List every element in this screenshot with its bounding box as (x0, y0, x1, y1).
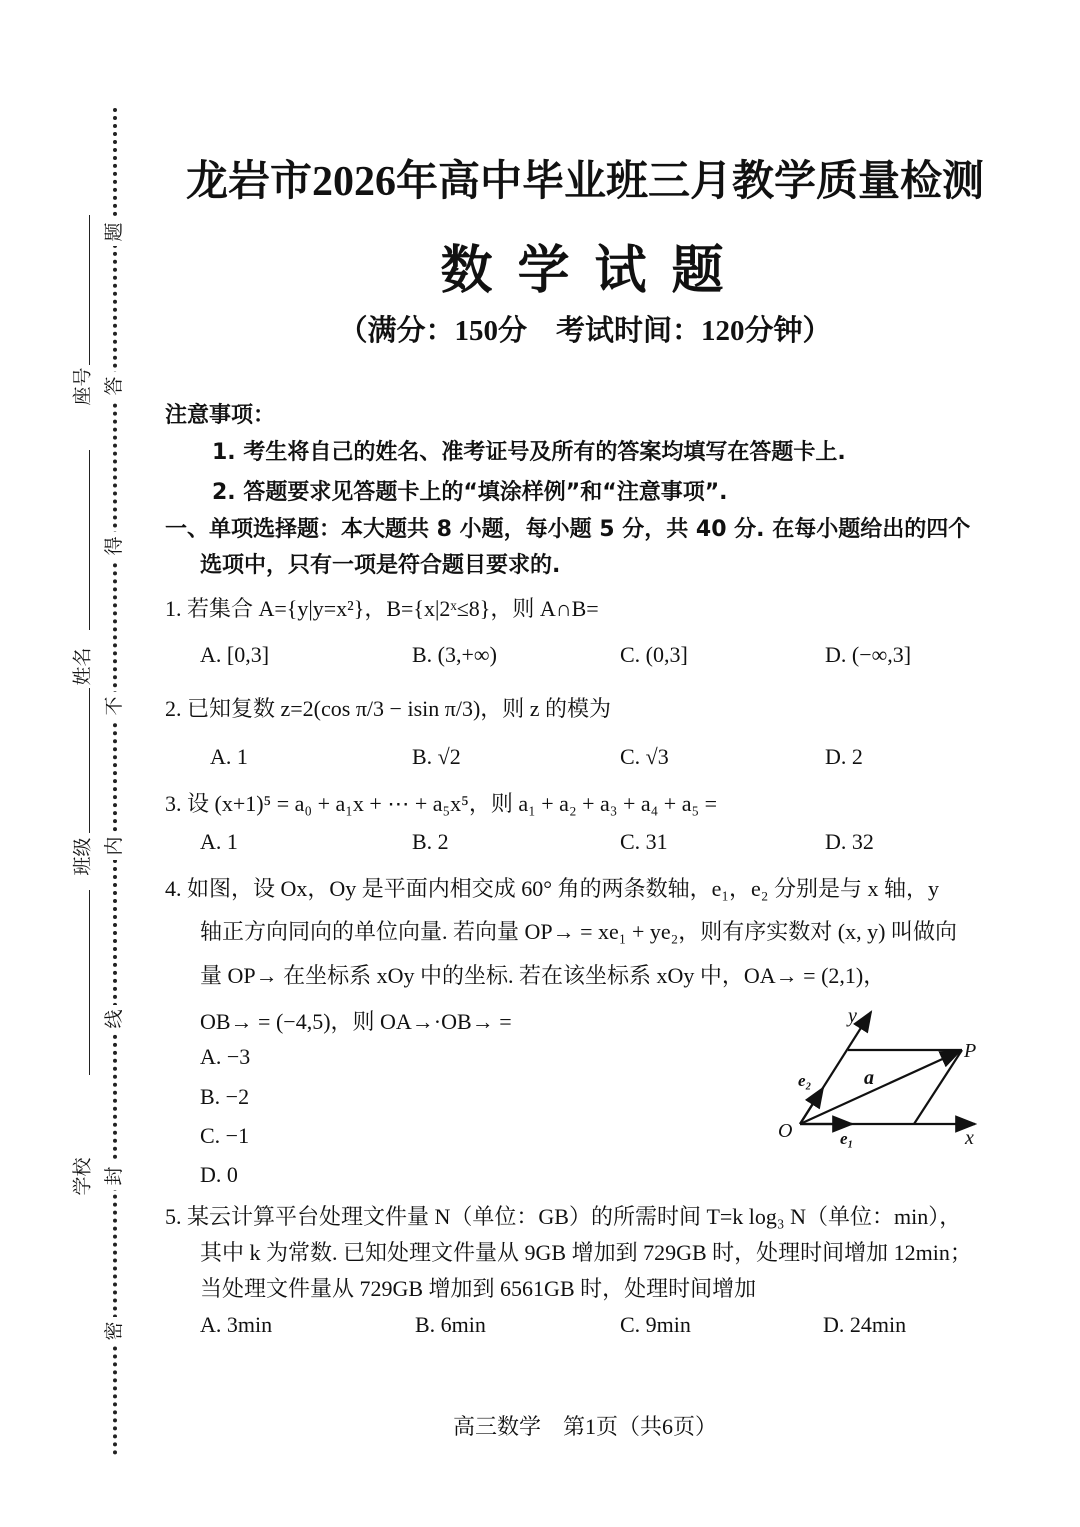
question-5-stem-cont: 当处理文件量从 729GB 增加到 6561GB 时，处理时间增加 (200, 1276, 757, 1301)
notice-item: 1. 考生将自己的姓名、准考证号及所有的答案均填写在答题卡上. (212, 440, 846, 465)
name-underline (89, 450, 90, 630)
label-e2: e₂ (798, 1071, 812, 1090)
question-4-stem-cont: OB→ = (−4,5)，则 OA→·OB→ = (200, 1009, 512, 1034)
class-underline (89, 688, 90, 833)
q5-option-c: C. 9min (620, 1312, 691, 1337)
section-heading-cont: 选项中，只有一项是符合题目要求的. (200, 553, 561, 578)
question-4-stem: 4. 如图，设 Ox，Oy 是平面内相交成 60° 角的两条数轴，e₁，e₂ 分别是与 x 轴，y (165, 876, 939, 901)
seat-label: 座号 (68, 367, 95, 405)
question-1-stem: 1. 若集合 A={y|y=x²}，B={x|2ˣ≤8}，则 A∩B= (165, 596, 599, 621)
seal-char: 得 (101, 532, 129, 560)
seal-char: 答 (101, 372, 129, 400)
q4-option-b: B. −2 (200, 1084, 250, 1109)
q1-option-c: C. (0,3] (620, 642, 688, 667)
q3-option-c: C. 31 (620, 829, 668, 854)
seal-char: 封 (101, 1162, 129, 1190)
q1-option-d: D. (−∞,3] (825, 642, 912, 667)
q3-option-b: B. 2 (412, 829, 449, 854)
q2-option-d: D. 2 (825, 744, 863, 769)
seal-char: 不 (101, 692, 129, 720)
label-y: y (848, 1005, 857, 1027)
notice-heading: 注意事项： (165, 403, 276, 428)
page-footer: 高三数学 第1页（共6页） (452, 1414, 717, 1439)
class-label: 班级 (68, 837, 95, 875)
school-label: 学校 (68, 1157, 95, 1195)
label-x: x (965, 1127, 974, 1149)
seal-char: 线 (101, 1005, 129, 1033)
q3-option-a: A. 1 (200, 829, 238, 854)
seal-char: 密 (101, 1317, 129, 1345)
q3-option-d: D. 32 (825, 829, 874, 854)
q5-option-b: B. 6min (415, 1312, 486, 1337)
question-5-stem-cont: 其中 k 为常数. 已知处理文件量从 9GB 增加到 729GB 时，处理时间增加 12min； (200, 1240, 972, 1265)
question-2-stem: 2. 已知复数 z=2(cos π/3 − isin π/3)，则 z 的模为 (165, 696, 612, 721)
label-a: a (864, 1067, 874, 1089)
q4-option-c: C. −1 (200, 1123, 250, 1148)
question-3-stem: 3. 设 (x+1)⁵ = a₀ + a₁x + ⋯ + a₅x⁵，则 a₁ + a₂ + a₃ + a₄ + a₅ = (165, 791, 718, 816)
q1-option-a: A. [0,3] (200, 642, 270, 667)
question-4-stem-cont: 轴正方向同向的单位向量. 若向量 OP→ = xe₁ + ye₂，则有序实数对 (x, y) 叫做向 (200, 919, 957, 944)
seal-char: 内 (101, 832, 129, 860)
label-p: P (964, 1040, 977, 1062)
school-underline (89, 890, 90, 1075)
q1-option-b: B. (3,+∞) (412, 642, 497, 667)
question-4-stem-cont: 量 OP→ 在坐标系 xOy 中的坐标. 若在该坐标系 xOy 中，OA→ = (2,1)， (200, 963, 886, 988)
q2-option-a: A. 1 (210, 744, 248, 769)
q5-option-a: A. 3min (200, 1312, 273, 1337)
q2-option-b: B. √2 (412, 744, 461, 769)
exam-title: 龙岩市2026年高中毕业班三月教学质量检测 (185, 159, 984, 205)
coordinate-figure (770, 1000, 1010, 1160)
subject-title: 数 学 试 题 (440, 243, 730, 300)
notice-item: 2. 答题要求见答题卡上的“填涂样例”和“注意事项”. (212, 480, 728, 505)
name-label: 姓名 (68, 647, 95, 685)
exam-info: （满分：150分 考试时间：120分钟） (338, 315, 832, 347)
label-o: O (778, 1120, 793, 1142)
seal-char: 题 (101, 218, 129, 246)
q2-option-c: C. √3 (620, 744, 669, 769)
section-heading: 一、单项选择题：本大题共 8 小题，每小题 5 分，共 40 分. 在每小题给出的四个 (165, 517, 971, 542)
label-e1: e₁ (840, 1129, 854, 1148)
q5-option-d: D. 24min (823, 1312, 907, 1337)
question-5-stem: 5. 某云计算平台处理文件量 N（单位：GB）的所需时间 T=k log₃ N（单位：min）， (165, 1204, 962, 1229)
q4-option-a: A. −3 (200, 1044, 251, 1069)
q4-option-d: D. 0 (200, 1162, 238, 1187)
